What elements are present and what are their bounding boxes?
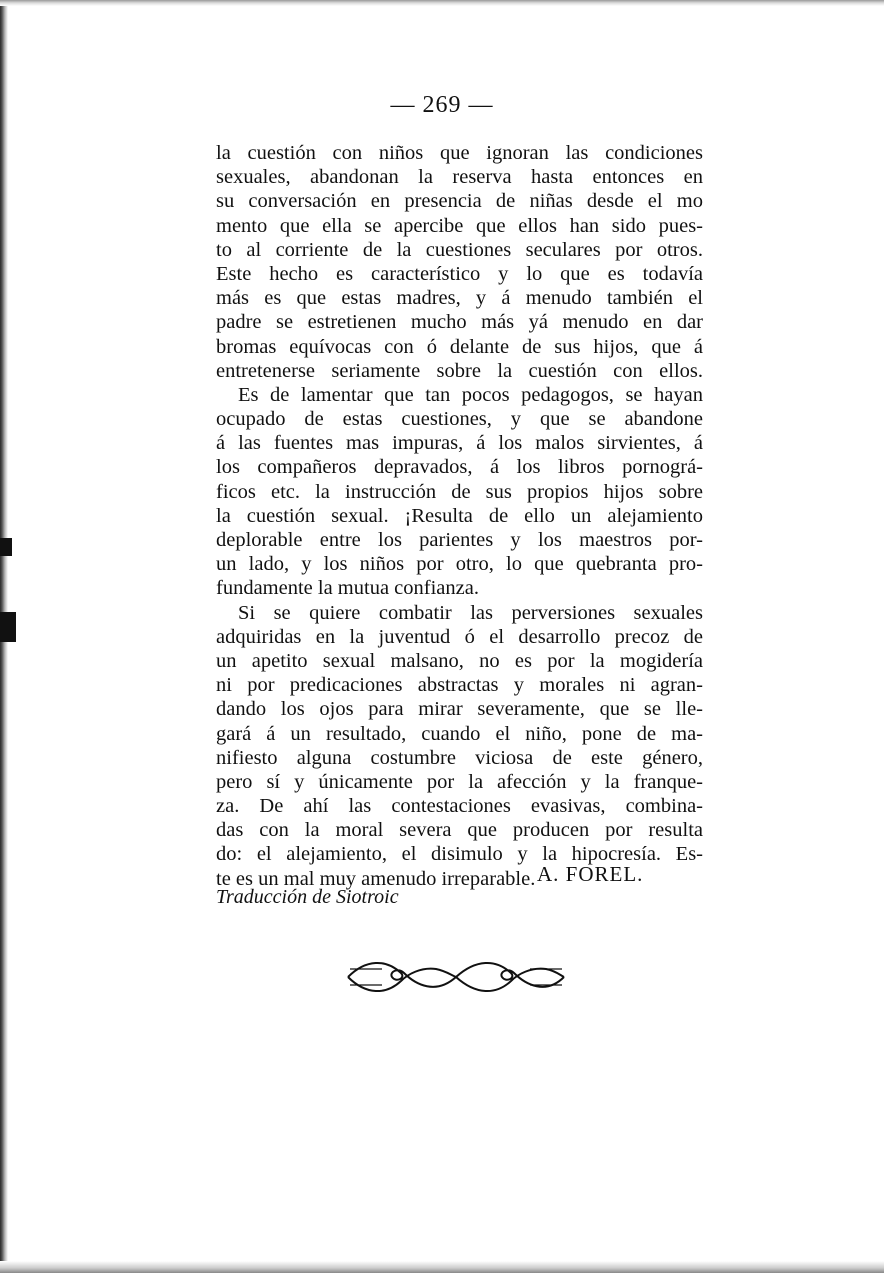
- text-line: bromas equívocas con ó delante de sus hijos, que á: [216, 335, 703, 358]
- text-line: za. De ahí las contestaciones evasivas, combina-: [216, 795, 703, 818]
- text-line: fundamente la mutua confianza.: [216, 577, 479, 600]
- text-line: to al corriente de la cuestiones seculares por otros.: [216, 238, 703, 261]
- text-line: padre se estretienen mucho más yá menudo en dar: [216, 311, 703, 334]
- text-line: sexuales, abandonan la reserva hasta entonces en: [216, 166, 703, 189]
- text-line: más es que estas madres, y á menudo también el: [216, 287, 703, 310]
- page-edge-bottom: [0, 1261, 884, 1273]
- text-line: pero sí y únicamente por la afección y la franque-: [216, 770, 703, 793]
- text-line: Es de lamentar que tan pocos pedagogos, se hayan: [238, 383, 703, 406]
- text-line: do: el alejamiento, el disimulo y la hipocresía. Es-: [216, 843, 703, 866]
- text-line: un apetito sexual malsano, no es por la mogidería: [216, 649, 703, 672]
- text-line: adquiridas en la juventud ó el desarrollo precoz de: [216, 625, 703, 648]
- text-line: los compañeros depravados, á los libros pornográ-: [216, 456, 703, 479]
- text-line: Si se quiere combatir las perversiones sexuales: [238, 601, 703, 624]
- text-line: ficos etc. la instrucción de sus propios hijos sobre: [216, 480, 703, 503]
- text-line: á las fuentes mas impuras, á los malos sirvientes, á: [216, 432, 703, 455]
- page-edge-top: [0, 0, 884, 6]
- text-line: entretenerse seriamente sobre la cuestión con ellos.: [216, 359, 703, 382]
- text-line: ni por predicaciones abstractas y morales ni agran-: [216, 674, 703, 697]
- text-line: te es un mal muy amenudo irreparable.: [216, 867, 536, 890]
- text-line: ocupado de estas cuestiones, y que se abandone: [216, 408, 703, 431]
- ornament-divider-icon: [346, 955, 566, 999]
- author-signature: A. FOREL.: [537, 862, 644, 886]
- translator-credit: Traducción de Siotroic: [216, 886, 399, 908]
- text-line: Este hecho es característico y lo que es todavía: [216, 262, 703, 285]
- binding-mark: [0, 538, 12, 556]
- text-line: la cuestión sexual. ¡Resulta de ello un alejamiento: [216, 504, 703, 527]
- text-line: deplorable entre los parientes y los maestros por-: [216, 529, 703, 551]
- text-line: dando los ojos para mirar severamente, que se lle-: [216, 698, 703, 721]
- body-text: [216, 141, 703, 891]
- text-line: su conversación en presencia de niñas desde el mo: [216, 190, 703, 213]
- text-line: un lado, y los niños por otro, lo que quebranta pro-: [216, 553, 703, 576]
- text-line: la cuestión con niños que ignoran las condiciones: [216, 142, 703, 164]
- binding-mark: [0, 612, 16, 642]
- page-number: — 269 —: [390, 92, 494, 118]
- text-line: mento que ella se apercibe que ellos han sido pues-: [216, 214, 703, 237]
- text-line: gará á un resultado, cuando el niño, pone de ma-: [216, 722, 703, 745]
- text-line: das con la moral severa que producen por resulta: [216, 819, 703, 842]
- text-line: nifiesto alguna costumbre viciosa de este género,: [216, 746, 703, 769]
